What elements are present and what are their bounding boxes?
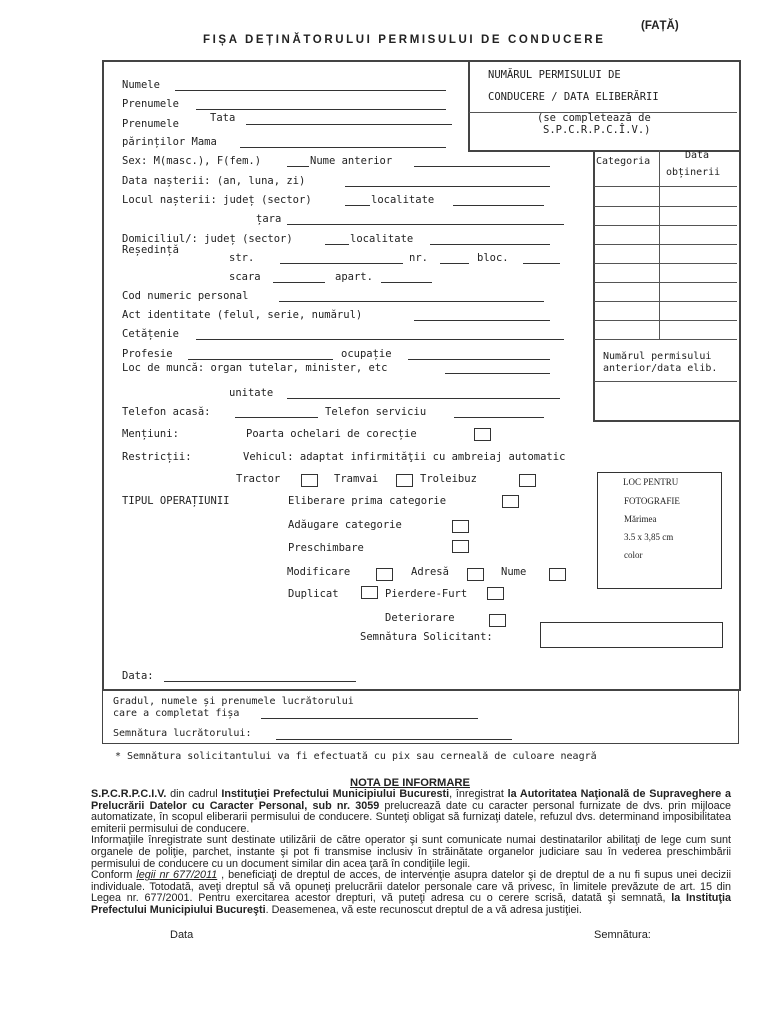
note-title: NOTA DE INFORMARE xyxy=(350,777,470,789)
completed-by-2: S.P.C.R.P.C.Î.V.) xyxy=(543,124,651,136)
tara-field[interactable] xyxy=(287,224,564,225)
data-nasterii-field[interactable] xyxy=(345,186,550,187)
label-cnp: Cod numeric personal xyxy=(122,290,249,302)
label-telefon-serviciu: Telefon serviciu xyxy=(325,406,427,418)
label-duplicat: Duplicat xyxy=(288,588,339,600)
label-bloc: bloc. xyxy=(477,252,509,264)
data-field[interactable] xyxy=(164,681,356,682)
preschimbare-checkbox[interactable] xyxy=(452,540,469,553)
label-sex: Sex: M(masc.), F(fem.) xyxy=(122,155,262,167)
photo-label-1: LOC PENTRU xyxy=(623,477,679,487)
note-paragraph-1: S.P.C.R.P.C.I.V. din cadrul Instituţiei Prefectului Municipiului Bucuresti, înregistrat la Autoritatea Naţională de Supraveghere a Prelucrării Datelor cu Caracter Personal, sub nr. 3059 prelucrează date cu caracter personal furnizate de dvs. prin mijloace automatizate, în scopul eliberarii permisului de conducere. Sunteţi obligat să furnizaţi datele, refuzul dvs. determinand imposibilitatea emiterii permisului de conducere. xyxy=(91,788,731,835)
note-paragraph-2: Informaţiile înregistrate sunt destinate utilizării de către operator şi sunt comunicate numai destinatarilor abilitaţi de lege cum sunt organele de poliţie, parchet, instante şi pot fi transmise inclusiv în străinătate organelor judiciare sau în vederea preschimbării permisului de conducere cu un document similar din acea ţară în condiţiile legii. xyxy=(91,834,731,870)
cetatenie-field[interactable] xyxy=(196,339,564,340)
date-header-1: Data xyxy=(685,150,710,161)
act-identitate-field[interactable] xyxy=(414,320,550,321)
semnatura-solicitant-field[interactable] xyxy=(540,622,723,648)
tractor-checkbox[interactable] xyxy=(301,474,318,487)
page-title: FIȘA DEȚINĂTORULUI PERMISULUI DE CONDUCERE xyxy=(203,34,606,46)
note-semnatura-label: Semnătura: xyxy=(594,929,651,941)
label-locul-nasterii: Locul nașterii: județ (sector) xyxy=(122,194,312,206)
label-preschimbare: Preschimbare xyxy=(288,542,364,554)
license-number-label-2: CONDUCERE / DATA ELIBERĂRII xyxy=(488,91,659,103)
label-modificare: Modificare xyxy=(287,566,351,578)
label-pierdere-furt: Pierdere-Furt xyxy=(385,588,468,600)
mama-field[interactable] xyxy=(240,147,446,148)
profesie-field[interactable] xyxy=(188,359,333,360)
numele-field[interactable] xyxy=(175,90,446,91)
label-profesie: Profesie xyxy=(122,348,173,360)
label-nume: Nume xyxy=(501,566,527,578)
note-body xyxy=(91,789,731,917)
label-resedinta: Reședință xyxy=(122,244,179,256)
date-header-2: obținerii xyxy=(666,167,721,178)
label-mama: părinților Mama xyxy=(122,136,217,148)
completed-by-1: (se completează de xyxy=(537,112,651,124)
ocupatie-field[interactable] xyxy=(408,359,550,360)
adaugare-checkbox[interactable] xyxy=(452,520,469,533)
label-unitate: unitate xyxy=(229,387,274,399)
note-data-label: Data xyxy=(170,929,194,941)
photo-label-2: FOTOGRAFIE xyxy=(624,496,680,506)
pierdere-furt-checkbox[interactable] xyxy=(487,587,504,600)
label-numele: Numele xyxy=(122,79,160,91)
license-number-label-1: NUMĂRUL PERMISULUI DE xyxy=(488,69,621,81)
label-adaugare: Adăugare categorie xyxy=(288,519,402,531)
label-localitate: localitate xyxy=(371,194,435,206)
law-reference: legii nr 677/2011 xyxy=(136,869,218,882)
label-ocupatie: ocupație xyxy=(341,348,392,360)
prenumele-field[interactable] xyxy=(196,109,446,110)
label-vehicul-adaptat: Vehicul: adaptat infirmităţii cu ambreiaj automatic xyxy=(243,451,566,463)
judet-nastere-field[interactable] xyxy=(345,205,370,206)
footnote: * Semnătura solicitantului va fi efectuată cu pix sau cerneală de culoare neagră xyxy=(115,751,597,762)
unitate-field[interactable] xyxy=(287,398,560,399)
tata-field[interactable] xyxy=(246,124,452,125)
label-tata: Tata xyxy=(210,112,236,124)
label-telefon-acasa: Telefon acasă: xyxy=(122,406,211,418)
label-ochelari: Poarta ochelari de corecție xyxy=(246,428,417,440)
photo-size-value: 3.5 x 3,85 cm xyxy=(624,532,674,542)
telefon-serviciu-field[interactable] xyxy=(454,417,544,418)
label-semnatura-lucrator: Semnătura lucrătorului: xyxy=(113,728,252,739)
eliberare-checkbox[interactable] xyxy=(502,495,519,508)
label-loc-munca: Loc de muncă: organ tutelar, minister, etc xyxy=(122,362,388,374)
scara-field[interactable] xyxy=(273,282,325,283)
label-tramvai: Tramvai xyxy=(334,473,379,485)
photo-size-label: Mărimea xyxy=(624,514,657,524)
label-nr: nr. xyxy=(409,252,428,264)
note-paragraph-3: Conform legii nr 677/2011 , beneficiaţi de dreptul de acces, de intervenţie asupra datelor şi de dreptul de a nu fi supus unei decizii individuale. Totodată, aveţi dreptul să vă opuneţi prelucrării datelor personale care vă privesc, în limitele prevăzute de art. 15 din Legea nr. 677/2001. Pentru exercitarea acestor drepturi, vă puteţi adresa cu o cerere scrisă, datată şi semnată, la Instituţia Prefectului Municipiului Bucureşti. Deasemenea, vă este recunoscut dreptul de a vă adresa justiţiei. xyxy=(91,869,732,916)
ochelari-checkbox[interactable] xyxy=(474,428,491,441)
label-domiciliul: Domiciliul/: județ (sector) xyxy=(122,233,293,245)
duplicat-checkbox[interactable] xyxy=(361,586,378,599)
label-str: str. xyxy=(229,252,255,264)
deteriorare-checkbox[interactable] xyxy=(489,614,506,627)
bloc-field[interactable] xyxy=(523,263,560,264)
label-apart: apart. xyxy=(335,271,373,283)
page-side-label: (FAȚĂ) xyxy=(641,20,679,32)
photo-color: color xyxy=(624,550,643,560)
label-eliberare: Eliberare prima categorie xyxy=(288,495,447,507)
label-mentiuni: Mențiuni: xyxy=(122,428,179,440)
label-deteriorare: Deteriorare xyxy=(385,612,455,624)
modificare-checkbox[interactable] xyxy=(376,568,393,581)
label-tipul-operatiunii: TIPUL OPERAȚIUNII xyxy=(122,495,230,507)
label-gradul-1: Gradul, numele și prenumele lucrătorului xyxy=(113,696,354,707)
previous-license-1: Numărul permisului xyxy=(603,351,712,362)
label-data: Data: xyxy=(122,670,154,682)
label-act-identitate: Act identitate (felul, serie, numărul) xyxy=(122,309,363,321)
photo-box xyxy=(597,472,722,589)
label-adresa: Adresă xyxy=(411,566,449,578)
tramvai-checkbox[interactable] xyxy=(396,474,413,487)
strada-field[interactable] xyxy=(280,263,403,264)
label-localitate-domiciliu: localitate xyxy=(350,233,414,245)
telefon-acasa-field[interactable] xyxy=(235,417,318,418)
label-semnatura-solicitant: Semnătura Solicitant: xyxy=(360,631,493,643)
label-troleibuz: Troleibuz xyxy=(420,473,477,485)
label-restrictii: Restricții: xyxy=(122,451,192,463)
label-cetatenie: Cetățenie xyxy=(122,328,179,340)
sex-field[interactable] xyxy=(287,166,309,167)
previous-license-2: anterior/data elib. xyxy=(603,363,718,374)
label-prenumele: Prenumele xyxy=(122,98,179,110)
label-prenumele-parinti: Prenumele xyxy=(122,118,179,130)
nr-field[interactable] xyxy=(440,263,469,264)
category-header: Categoria xyxy=(596,156,651,167)
label-nume-anterior: Nume anterior xyxy=(310,155,393,167)
lucrator-field[interactable] xyxy=(261,718,478,719)
label-data-nasterii: Data nașterii: (an, luna, zi) xyxy=(122,175,306,187)
judet-domiciliu-field[interactable] xyxy=(325,244,349,245)
apart-field[interactable] xyxy=(381,282,432,283)
label-scara: scara xyxy=(229,271,261,283)
localitate-nastere-field[interactable] xyxy=(453,205,544,206)
adresa-checkbox[interactable] xyxy=(467,568,484,581)
nume-checkbox[interactable] xyxy=(549,568,566,581)
label-gradul-2: care a completat fișa xyxy=(113,708,240,719)
cnp-field[interactable] xyxy=(279,301,544,302)
loc-munca-field[interactable] xyxy=(445,373,550,374)
nume-anterior-field[interactable] xyxy=(414,166,550,167)
label-tara: țara xyxy=(256,213,282,225)
troleibuz-checkbox[interactable] xyxy=(519,474,536,487)
label-tractor: Tractor xyxy=(236,473,281,485)
localitate-domiciliu-field[interactable] xyxy=(430,244,550,245)
semnatura-lucrator-field[interactable] xyxy=(276,739,512,740)
